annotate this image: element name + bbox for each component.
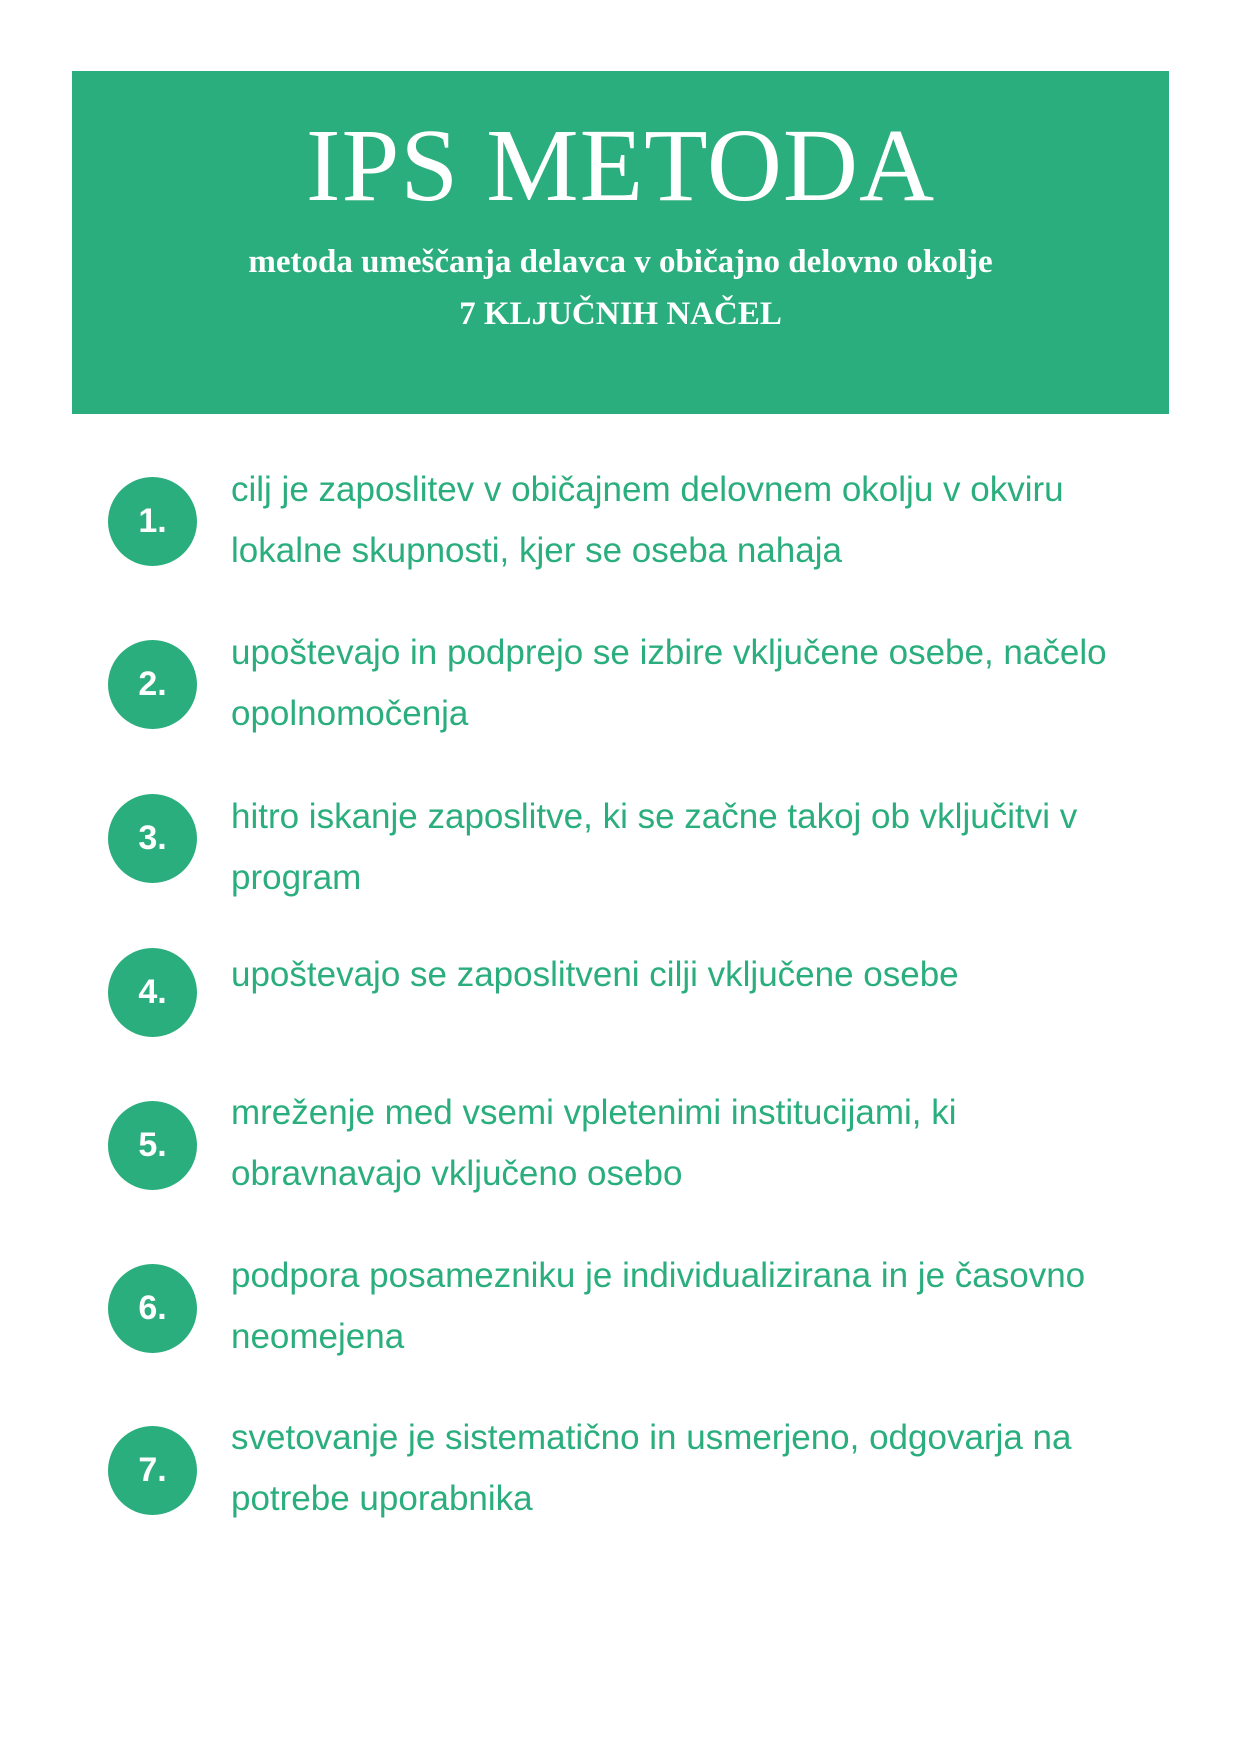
header-banner (72, 71, 1169, 414)
item-text: upoštevajo se zaposlitveni cilji vključene osebe (231, 955, 959, 994)
item-text: mreženje med vsemi vpletenimi institucijami, ki obravnavajo vključeno osebo (231, 1093, 957, 1193)
item-number-badge: 7. (108, 1426, 197, 1515)
page-subtitle: metoda umeščanja delavca v običajno delovno okolje (248, 244, 993, 280)
item-text: hitro iskanje zaposlitve, ki se začne takoj ob vključitvi v program (231, 797, 1078, 897)
item-number-badge: 2. (108, 640, 197, 729)
item-text: upoštevajo in podprejo se izbire vključene osebe, načelo opolnomočenja (231, 633, 1107, 733)
page-title: IPS METODA (305, 108, 936, 223)
item-number-badge: 4. (108, 948, 197, 1037)
item-number-badge: 3. (108, 794, 197, 883)
item-number-badge: 6. (108, 1264, 197, 1353)
item-text: podpora posamezniku je individualizirana in je časovno neomejena (231, 1256, 1086, 1356)
item-number-badge: 1. (108, 477, 197, 566)
item-text: svetovanje je sistematično in usmerjeno, odgovarja na potrebe uporabnika (231, 1418, 1072, 1518)
item-number-badge: 5. (108, 1101, 197, 1190)
item-text: cilj je zaposlitev v običajnem delovnem okolju v okviru lokalne skupnosti, kjer se oseba nahaja (231, 470, 1064, 570)
principles-label: 7 KLJUČNIH NAČEL (459, 296, 782, 332)
